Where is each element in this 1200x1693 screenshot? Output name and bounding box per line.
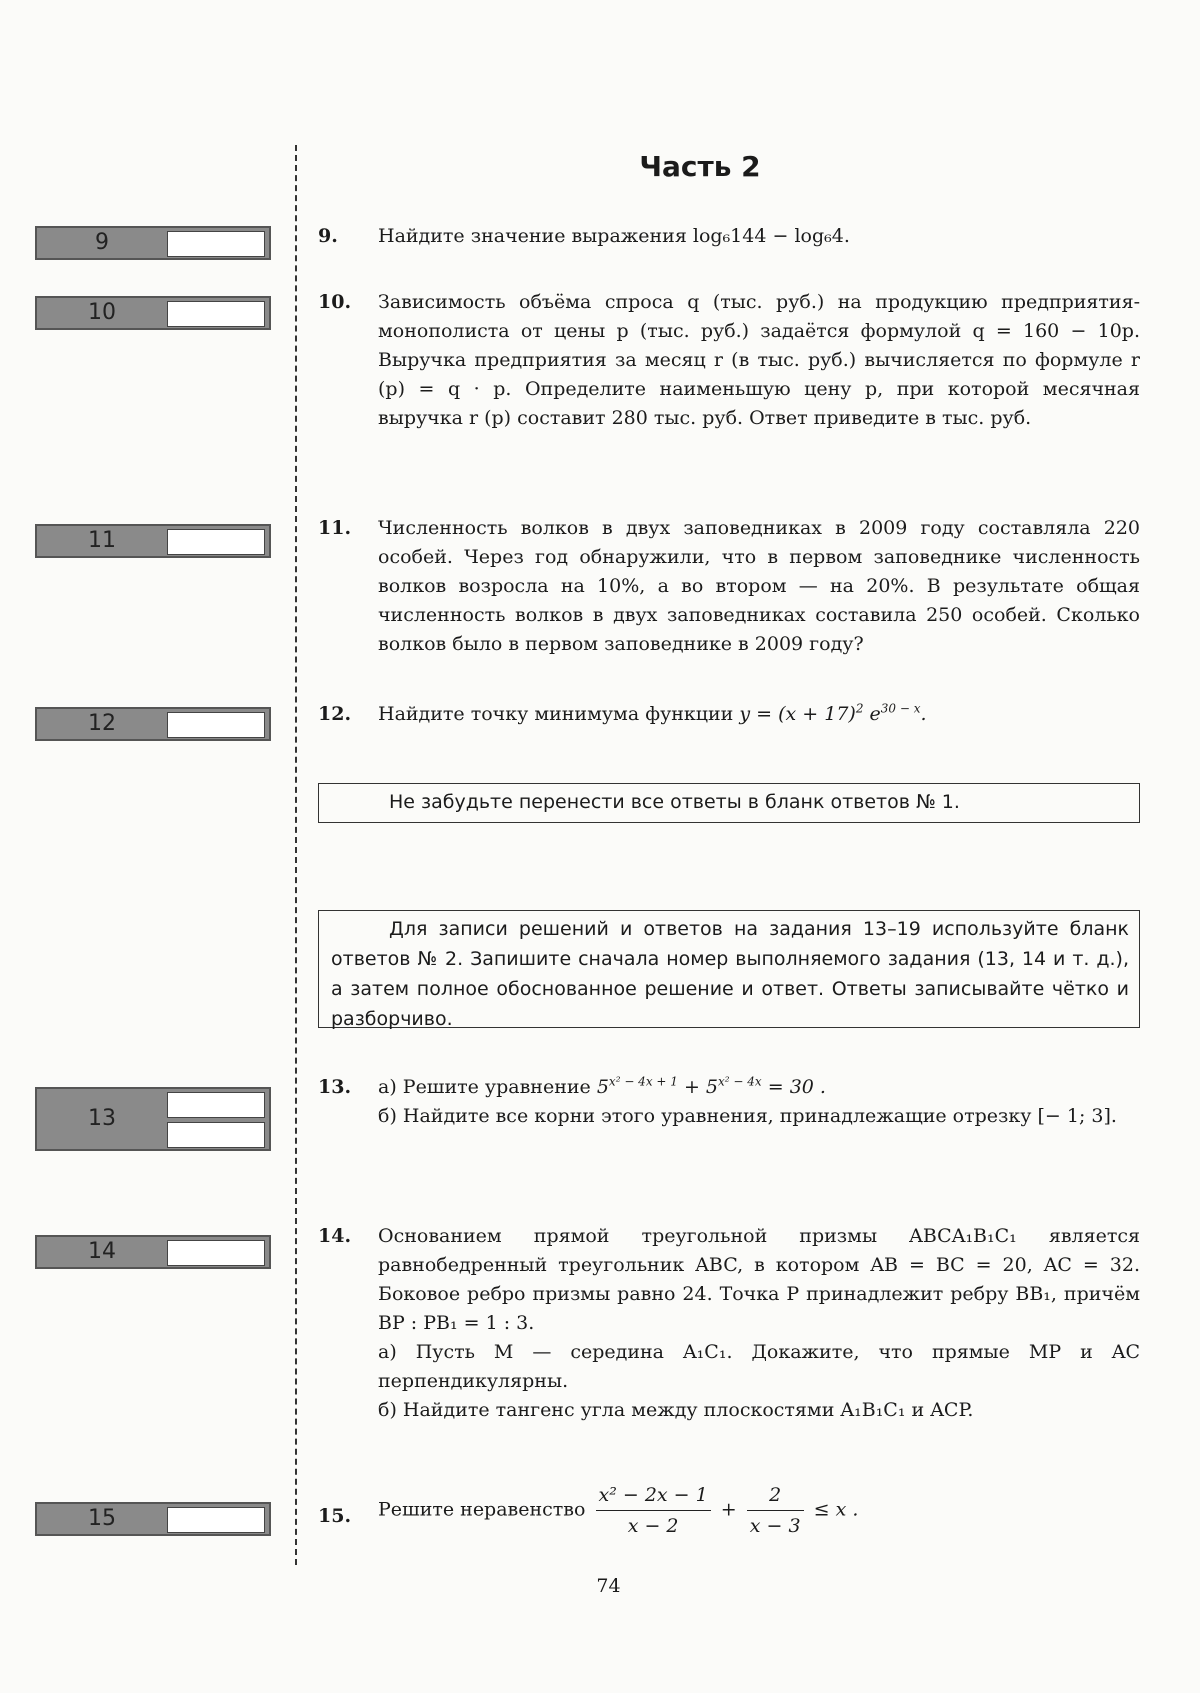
task-formula: log₆144 − log₆4. xyxy=(692,225,850,247)
task-formula: $y = (x + 17)^2$ $e^{30 - x}$. xyxy=(739,701,927,725)
page-number: 74 xyxy=(596,1575,621,1597)
task-number: 12. xyxy=(318,703,352,725)
task-number: 14. xyxy=(318,1225,352,1247)
task-text-a: а) Пусть M — середина A₁C₁. Докажите, что прямые MP и AC перпендикулярны. xyxy=(378,1341,1140,1392)
answer-tag-number: 14 xyxy=(88,1239,116,1264)
task-10 xyxy=(318,288,1140,433)
answer-field[interactable] xyxy=(167,1240,265,1266)
task-text-b: б) Найдите все корни этого уравнения, принадлежащие отрезку [− 1; 3]. xyxy=(378,1105,1117,1127)
answer-tag-11 xyxy=(35,524,271,558)
cut-line xyxy=(295,145,297,1565)
task-text: Зависимость объёма спроса q (тыс. руб.) на продукцию предприятия-монополиста от цены p (тыс. руб.) задаётся формулой q = 160 − 10p. Выручка предприятия за месяц r (в тыс. руб.) вычисляется по формуле r (p) = q · p. Определите наименьшую цену p, при которой месячная выручка r (p) составит 280 тыс. руб. Ответ приведите в тыс. руб. xyxy=(378,291,1140,429)
answer-tag-14 xyxy=(35,1235,271,1269)
task-12 xyxy=(318,700,1140,729)
task-number: 9. xyxy=(318,225,338,247)
task-text: Основанием прямой треугольной призмы ABCA₁B₁C₁ является равнобедренный треугольник ABC, в котором AB = BC = 20, AC = 32. Боковое ребро призмы равно 24. Точка P принадлежит ребру BB₁, причём BP : PB₁ = 1 : 3. xyxy=(378,1225,1140,1334)
answer-tag-number: 10 xyxy=(88,300,116,325)
answer-tag-number: 12 xyxy=(88,711,116,736)
answer-field[interactable] xyxy=(167,1507,265,1533)
answer-tag-number: 13 xyxy=(88,1106,116,1131)
answer-tag-number: 15 xyxy=(88,1506,116,1531)
answer-tag-10 xyxy=(35,296,271,330)
task-number: 15. xyxy=(318,1505,352,1527)
transfer-notice: Не забудьте перенести все ответы в бланк ответов № 1. xyxy=(318,783,1140,823)
task-number: 10. xyxy=(318,291,352,313)
answer-field[interactable] xyxy=(167,712,265,738)
answer-field[interactable] xyxy=(167,529,265,555)
task-text: Найдите точку минимума функции xyxy=(378,703,734,725)
task-text: Решите неравенство xyxy=(378,1498,586,1521)
answer-tag-12 xyxy=(35,707,271,741)
answer-field-b[interactable] xyxy=(167,1122,265,1148)
fraction-1: $\frac{\text{x² − 2x − 1}}{x - 2}$ xyxy=(596,1480,711,1541)
task-number: 13. xyxy=(318,1076,352,1098)
task-formula: $5^{x^2 - 4x + 1} + 5^{x^2 - 4x} = 30$ . xyxy=(596,1074,826,1098)
task-text-a: а) Решите уравнение xyxy=(378,1076,591,1098)
task-11 xyxy=(318,514,1140,659)
answer-tag-15 xyxy=(35,1502,271,1536)
instructions-notice: Для записи решений и ответов на задания 13–19 используйте бланк ответов № 2. Запишите сначала номер выполняемого задания (13, 14 и т. д.), а затем полное обоснованное решение и ответ. Ответы записывайте чётко и разборчиво. xyxy=(318,910,1140,1028)
task-number: 11. xyxy=(318,517,352,539)
task-9 xyxy=(318,222,1140,251)
page-title: Часть 2 xyxy=(639,150,761,183)
answer-tag-13 xyxy=(35,1087,271,1151)
fraction-2: $\frac{2}{x - 3}$ xyxy=(747,1480,804,1541)
answer-field-a[interactable] xyxy=(167,1092,265,1118)
task-13 xyxy=(318,1073,1140,1131)
answer-tag-number: 11 xyxy=(88,528,116,553)
task-text: Численность волков в двух заповедниках в 2009 году составляла 220 особей. Через год обнаружили, что в первом заповеднике численность волков возросла на 10%, а во втором — на 20%. В результате общая численность волков в двух заповедниках составила 250 особей. Сколько волков было в первом заповеднике в 2009 году? xyxy=(378,517,1140,655)
answer-tag-9 xyxy=(35,226,271,260)
answer-field[interactable] xyxy=(167,301,265,327)
task-text-b: б) Найдите тангенс угла между плоскостями A₁B₁C₁ и ACP. xyxy=(378,1399,974,1421)
task-15 xyxy=(318,1480,1140,1541)
task-text: Найдите значение выражения xyxy=(378,225,687,247)
answer-tag-number: 9 xyxy=(95,230,109,255)
inequality-tail: ≤ x . xyxy=(813,1498,859,1521)
answer-field[interactable] xyxy=(167,231,265,257)
plus-sign: + xyxy=(720,1498,737,1521)
task-14 xyxy=(318,1222,1140,1425)
